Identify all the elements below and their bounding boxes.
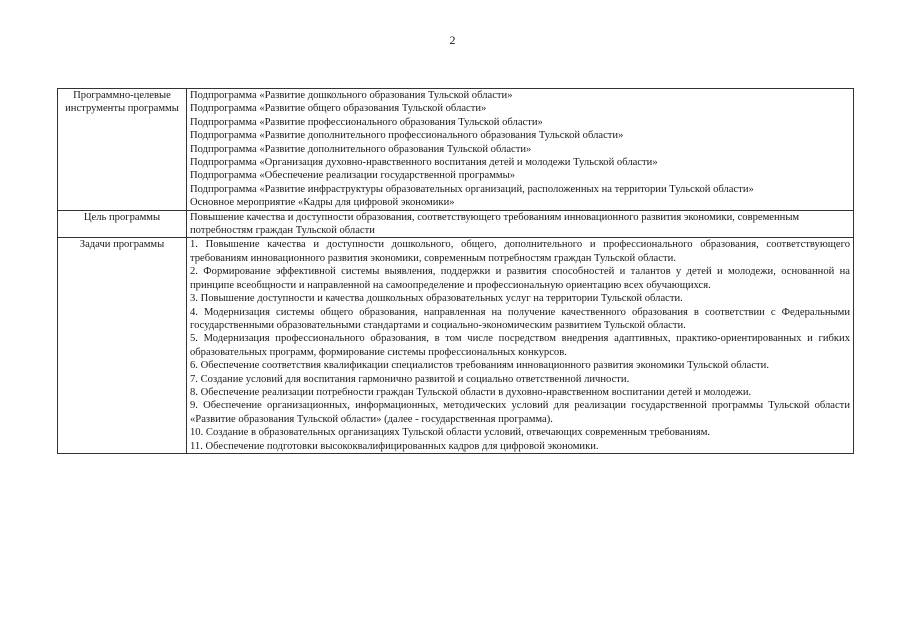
list-item: 10. Создание в образовательных организациях Тульской области условий, отвечающих современным требованиям. [190, 427, 711, 439]
list-item: Подпрограмма «Развитие дошкольного образования Тульской области» [190, 90, 513, 101]
program-passport-table [57, 88, 854, 454]
list-item: Подпрограмма «Развитие профессионального образования Тульской области» [190, 116, 543, 128]
list-item: 6. Обеспечение соответствия квалификации специалистов требованиям инновационного развития экономики Тульской области. [190, 360, 769, 372]
row-content [187, 238, 854, 454]
list-item: 5. Модернизация профессионального образования, в том числе посредством внедрения адаптивных, практико-ориентированных и гибких образовательных программ, формирование системы профессиональных конкурсов. [190, 333, 850, 358]
list-item: 4. Модернизация системы общего образования, направленная на получение качественного образования в соответствии с Федеральными государственными образовательными стандартами и социально-экономическим развитием Тульской области. [190, 306, 850, 331]
page-number: 2 [449, 33, 456, 47]
table-row-tasks [58, 238, 854, 454]
row-content [187, 210, 854, 238]
row-content [187, 89, 854, 211]
list-item: Подпрограмма «Развитие общего образования Тульской области» [190, 103, 487, 115]
list-item: 9. Обеспечение организационных, информационных, методических условий для реализации государственной программы Тульской области «Развитие образования Тульской области» (далее - государственная программа). [190, 400, 850, 425]
list-item: 11. Обеспечение подготовки высококвалифицированных кадров для цифровой экономики. [190, 440, 599, 452]
list-item: 8. Обеспечение реализации потребности граждан Тульской области в духовно-нравственном воспитании детей и молодежи. [190, 386, 752, 398]
list-item: Подпрограмма «Развитие дополнительного образования Тульской области» [190, 143, 532, 155]
list-item: Подпрограмма «Развитие инфраструктуры образовательных организаций, расположенных на территории Тульской области» [190, 183, 754, 195]
list-item: 3. Повышение доступности и качества дошкольных образовательных услуг на территории Тульской области. [190, 293, 683, 305]
row-label: Цель программы [58, 210, 187, 238]
list-item: Повышение качества и доступности образования, соответствующего требованиям инновационного развития экономики, современным потребностям граждан Тульской области [190, 211, 800, 237]
row-label: Задачи программы [58, 238, 187, 454]
row-label: Программно-целевые инструменты программы [58, 89, 187, 211]
table-row-instruments [58, 89, 854, 211]
table-row-goal [58, 210, 854, 238]
list-item: Подпрограмма «Обеспечение реализации государственной программы» [190, 170, 516, 182]
list-item: 7. Создание условий для воспитания гармонично развитой и социально ответственной личности. [190, 373, 630, 385]
list-item: Основное мероприятие «Кадры для цифровой экономики» [190, 197, 455, 209]
list-item: Подпрограмма «Развитие дополнительного профессионального образования Тульской области» [190, 130, 624, 142]
list-item: 2. Формирование эффективной системы выявления, поддержки и развития способностей и талантов у детей и молодежи, основанной на принципе всеобщности и направленной на самоопределение и профессиональную ориентацию всех обучающихся. [190, 266, 850, 291]
list-item: Подпрограмма «Организация духовно-нравственного воспитания детей и молодежи Тульской области» [190, 157, 658, 169]
list-item: 1. Повышение качества и доступности дошкольного, общего, дополнительного и профессионального образования, соответствующего требованиям инновационного развития экономики, современным потребностям граждан Тульской области. [190, 239, 850, 264]
